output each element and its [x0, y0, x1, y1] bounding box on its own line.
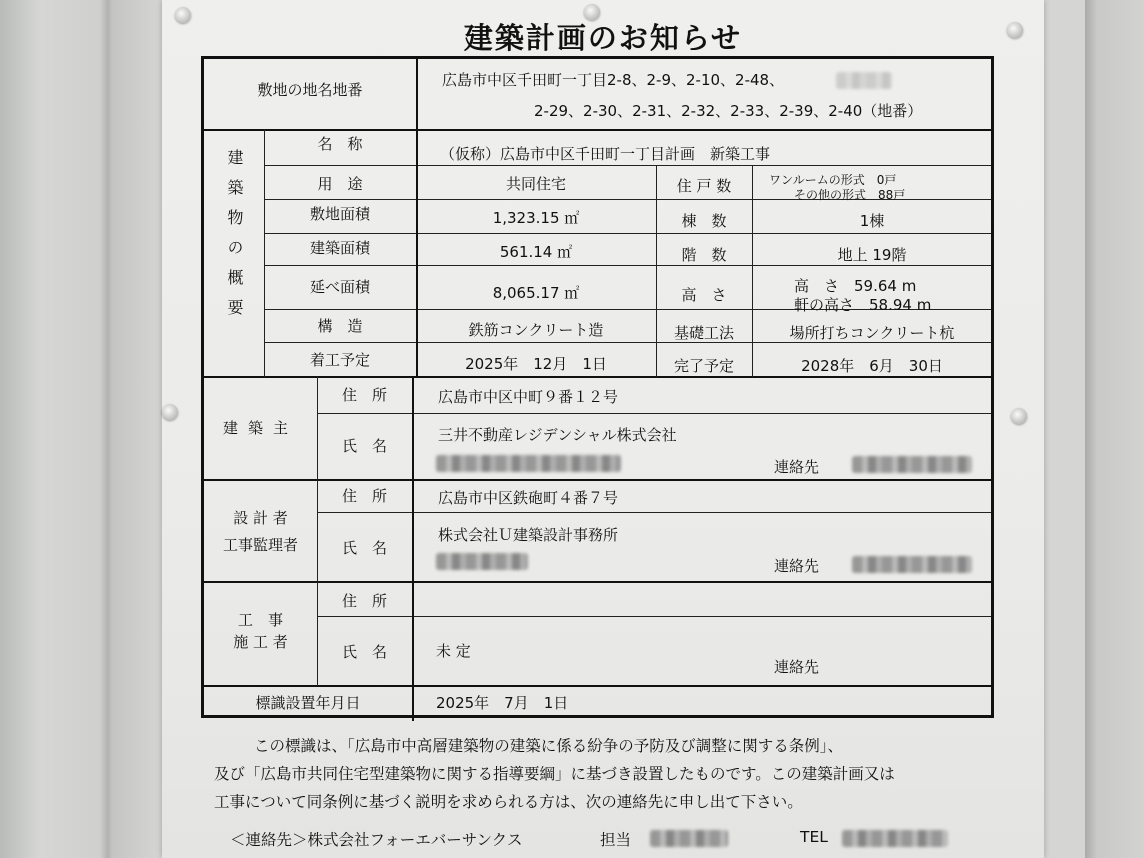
- structure-value: 鉄筋コンクリート造: [468, 321, 604, 339]
- notice-line-1: この標識は、「広島市中高層建築物の建築に係る紛争の予防及び調整に関する条例」、: [254, 737, 844, 755]
- contact-company: ＜連絡先＞株式会社フォーエバーサンクス: [230, 831, 523, 849]
- foundation-value: 場所打ちコンクリート杭: [789, 324, 955, 342]
- redacted-text: [650, 830, 728, 847]
- contact-tel-label: TEL: [800, 828, 828, 846]
- completion-value: 2028年 6月 30日: [801, 357, 943, 375]
- redacted-text: [836, 72, 892, 89]
- height-value: 高 さ 59.64 m: [794, 277, 917, 295]
- start-label: 着工予定: [309, 351, 370, 369]
- buildings-label: 棟 数: [681, 212, 727, 230]
- use-value: 共同住宅: [505, 175, 566, 193]
- owner-address-label: 住 所: [341, 386, 387, 404]
- designer-name-label: 氏 名: [341, 539, 387, 557]
- building-info-table: [201, 56, 994, 718]
- designer-address-value: 広島市中区鉄砲町４番７号: [438, 489, 619, 507]
- sign-date-label: 標識設置年月日: [255, 694, 361, 712]
- site-area-label: 敷地面積: [309, 205, 370, 223]
- site-line1: 広島市中区千田町一丁目2-8、2-9、2-10、2-48、: [442, 71, 785, 89]
- start-value: 2025年 12月 1日: [465, 355, 607, 373]
- floors-label: 階 数: [681, 246, 727, 264]
- notice-line-2: 及び「広島市共同住宅型建築物に関する指導要綱」に基づき設置したものです。この建築計画又は: [214, 765, 895, 783]
- floors-value: 地上 19階: [837, 246, 907, 264]
- redacted-text: [852, 456, 972, 473]
- site-area-value: 1,323.15 ㎡: [492, 209, 580, 227]
- completion-label: 完了予定: [673, 357, 734, 375]
- units-one-room: ワンルームの形式 0戸: [769, 173, 897, 187]
- designer-label-1: 設 計 者: [233, 509, 288, 527]
- owner-label: 建築主: [222, 419, 298, 437]
- redacted-text: [436, 455, 621, 472]
- site-line2: 2-29、2-30、2-31、2-32、2-33、2-39、2-40（地番）: [534, 102, 923, 120]
- owner-name-value: 三井不動産レジデンシャル株式会社: [438, 426, 677, 444]
- designer-address-label: 住 所: [341, 487, 387, 505]
- contractor-address-label: 住 所: [341, 592, 387, 610]
- designer-name-value: 株式会社Ｕ建築設計事務所: [438, 526, 619, 544]
- units-other: その他の形式 88戸: [794, 188, 906, 202]
- buildings-value: 1棟: [859, 212, 885, 230]
- designer-label-2: 工事監理者: [222, 536, 298, 554]
- redacted-text: [852, 556, 972, 573]
- redacted-text: [436, 553, 528, 570]
- foundation-label: 基礎工法: [673, 324, 734, 342]
- page-title: 建築計画のお知らせ: [463, 21, 743, 55]
- name-value: （仮称）広島市中区千田町一丁目計画 新築工事: [440, 145, 771, 163]
- bolt-icon: [162, 404, 178, 420]
- contractor-name-value: 未 定: [436, 642, 471, 660]
- building-group-label: 建築物の概要: [225, 149, 244, 329]
- floor-area-label: 延べ面積: [309, 278, 370, 296]
- notice-line-3: 工事について同条例に基づく説明を求められる方は、次の連絡先に申し出て下さい。: [214, 793, 803, 811]
- building-area-value: 561.14 ㎡: [499, 243, 573, 261]
- height-label: 高 さ: [681, 286, 727, 304]
- redacted-text: [842, 830, 948, 847]
- use-label: 用 途: [317, 175, 363, 193]
- notice-text: [214, 732, 994, 816]
- building-area-label: 建築面積: [309, 239, 370, 257]
- floor-area-value: 8,065.17 ㎡: [492, 284, 580, 302]
- sign-date-value: 2025年 7月 1日: [436, 694, 569, 712]
- units-label: 住 戸 数: [676, 177, 732, 195]
- owner-address-value: 広島市中区中町９番１２号: [438, 388, 619, 406]
- contact-person-label: 担当: [600, 831, 632, 849]
- wall-right-edge: [1085, 0, 1144, 858]
- designer-contact-label: 連絡先: [774, 557, 820, 575]
- contractor-label-1: 工 事: [237, 611, 283, 629]
- owner-name-label: 氏 名: [341, 437, 387, 455]
- contractor-label-2: 施 工 者: [233, 633, 288, 651]
- eaves-value: 軒の高さ 58.94 m: [794, 296, 932, 314]
- contractor-contact-label: 連絡先: [774, 658, 820, 676]
- contractor-name-label: 氏 名: [341, 643, 387, 661]
- structure-label: 構 造: [317, 317, 363, 335]
- site-label: 敷地の地名地番: [257, 81, 363, 99]
- owner-contact-label: 連絡先: [774, 458, 820, 476]
- name-label: 名 称: [317, 135, 363, 153]
- bolt-icon: [1011, 408, 1027, 424]
